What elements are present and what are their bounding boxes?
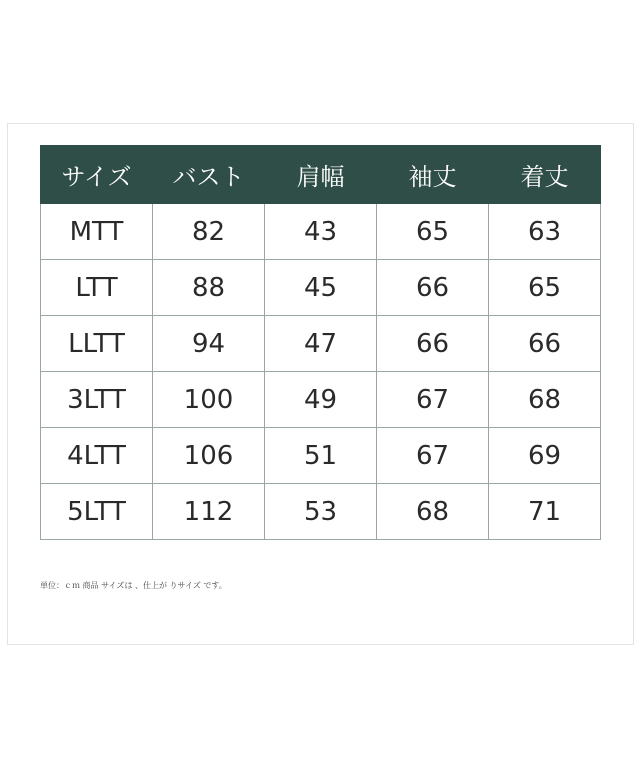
cell-size: LTT	[41, 260, 153, 316]
cell-body-length: 68	[489, 372, 601, 428]
cell-sleeve-length: 66	[377, 260, 489, 316]
table-row	[41, 428, 601, 484]
table-row	[41, 484, 601, 540]
cell-body-length: 65	[489, 260, 601, 316]
cell-size: LLTT	[41, 316, 153, 372]
cell-shoulder-width: 45	[265, 260, 377, 316]
cell-bust: 112	[153, 484, 265, 540]
cell-sleeve-length: 66	[377, 316, 489, 372]
header-body-length: 着丈	[489, 146, 601, 204]
size-table	[40, 145, 601, 540]
cell-size: 5LTT	[41, 484, 153, 540]
table-header-row	[41, 146, 601, 204]
cell-bust: 100	[153, 372, 265, 428]
unit-note: 単位：ｃｍ 商品 サイズは 、仕上が りサイズ です。	[40, 581, 227, 590]
table-row	[41, 204, 601, 260]
header-shoulder-width: 肩幅	[265, 146, 377, 204]
cell-size: 3LTT	[41, 372, 153, 428]
cell-bust: 82	[153, 204, 265, 260]
cell-shoulder-width: 51	[265, 428, 377, 484]
cell-body-length: 71	[489, 484, 601, 540]
cell-size: 4LTT	[41, 428, 153, 484]
cell-shoulder-width: 47	[265, 316, 377, 372]
table-row	[41, 260, 601, 316]
cell-shoulder-width: 49	[265, 372, 377, 428]
cell-shoulder-width: 53	[265, 484, 377, 540]
header-bust: バスト	[153, 146, 265, 204]
cell-body-length: 66	[489, 316, 601, 372]
cell-sleeve-length: 67	[377, 372, 489, 428]
cell-bust: 106	[153, 428, 265, 484]
cell-body-length: 69	[489, 428, 601, 484]
cell-sleeve-length: 65	[377, 204, 489, 260]
table-row	[41, 316, 601, 372]
cell-sleeve-length: 67	[377, 428, 489, 484]
table-row	[41, 372, 601, 428]
header-sleeve-length: 袖丈	[377, 146, 489, 204]
header-size: サイズ	[41, 146, 153, 204]
cell-shoulder-width: 43	[265, 204, 377, 260]
cell-sleeve-length: 68	[377, 484, 489, 540]
cell-bust: 88	[153, 260, 265, 316]
cell-size: MTT	[41, 204, 153, 260]
cell-bust: 94	[153, 316, 265, 372]
cell-body-length: 63	[489, 204, 601, 260]
